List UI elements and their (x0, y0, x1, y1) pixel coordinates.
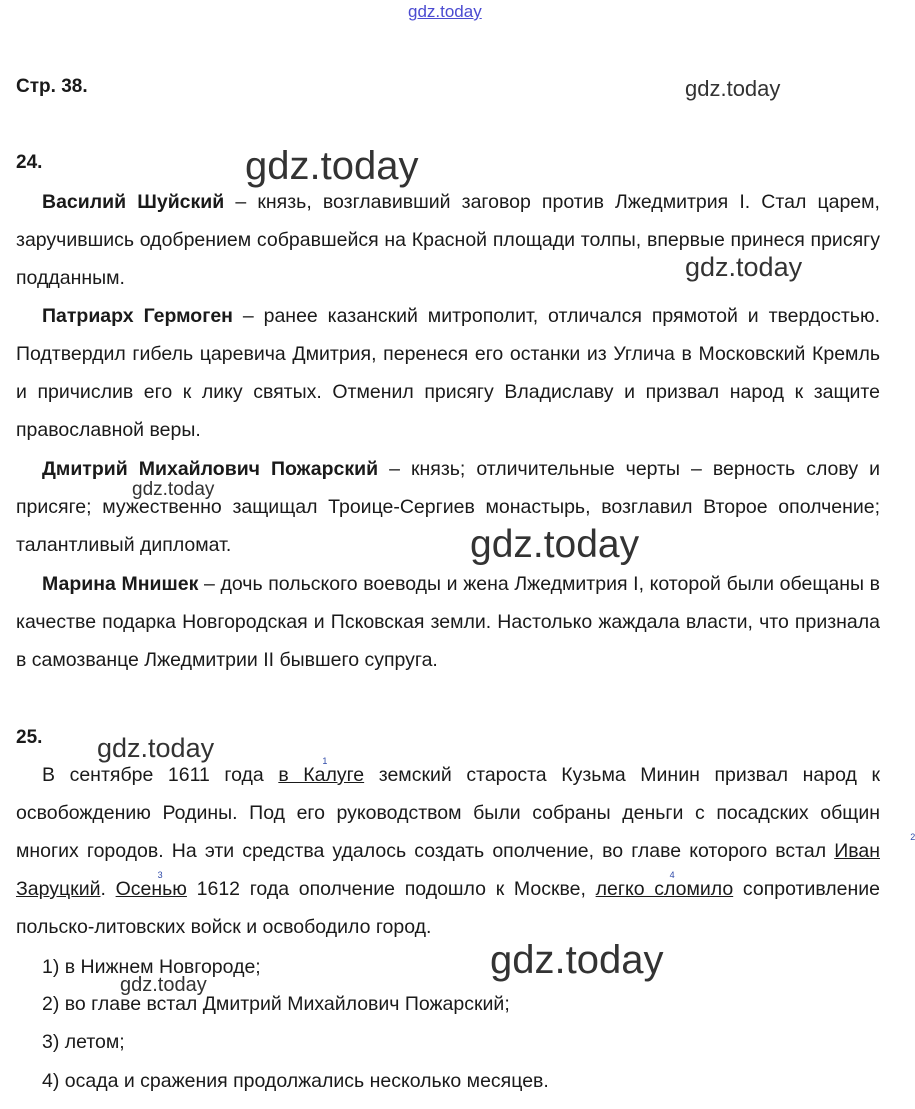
error-mark (278, 756, 365, 786)
error-mark (595, 870, 734, 900)
definition: – ранее казанский митрополит, отличался прямотой и твердостью. Подтвердил гибель царевича Дмитрия, перенеся его останки из Углича в Московский Кремль и причислив его к лику святых. Отменил присягу Владиславу и призвал народ к защите православной веры. (16, 305, 880, 441)
watermark: gdz.today (97, 733, 215, 763)
error-mark (115, 870, 187, 900)
text: 1612 года ополчение подошло к Москве, (186, 878, 596, 900)
watermark: gdz.today (120, 974, 207, 996)
watermark: gdz.today (470, 523, 640, 566)
task-number-25: 25. (16, 727, 43, 748)
answer-item: 4) осада и сражения продолжались несколько месяцев. (42, 1070, 549, 1092)
task24-item (16, 565, 880, 679)
definition: – князь; отличительные черты – верность слову и присяге; мужественно защищал Троице-Сергиев монастырь, возглавил Второе ополчение; талантливый дипломат. (16, 458, 880, 556)
text: . (100, 878, 116, 900)
term: Дмитрий Михайлович Пожарский (42, 458, 379, 480)
page-label: Стр. 38. (16, 76, 88, 97)
term: Василий Шуйский (42, 191, 225, 213)
watermark: gdz.today (245, 144, 419, 188)
watermark: gdz.today (132, 479, 215, 500)
error-text: Осенью (115, 878, 187, 900)
error-index: 1 (322, 756, 328, 766)
error-index: 4 (669, 870, 675, 880)
answer-item: 2) во главе встал Дмитрий Михайлович Пожарский; (42, 993, 510, 1015)
answer-item: 1) в Нижнем Новгороде; (42, 956, 261, 978)
definition: – дочь польского воеводы и жена Лжедмитрия I, которой были обещаны в качестве подарка Новгородская и Псковская земли. Настолько жаждала власти, что признала в самозванце Лжедмитрии II бывшего супруга. (16, 573, 880, 671)
text: земский староста Кузьма Минин призвал народ к освобождению Родины. Под его руководством были собраны деньги с посадских общин многих городов. На эти средства удалось создать ополчение, во главе которого встал (16, 764, 880, 862)
watermark: gdz.today (685, 76, 781, 101)
term: Марина Мнишек (42, 573, 199, 595)
watermark-link[interactable]: gdz.today (408, 2, 482, 21)
watermark: gdz.today (490, 938, 664, 982)
task-number-24: 24. (16, 152, 43, 173)
text: сопротивление польско-литовских войск и освободило город. (16, 878, 880, 938)
definition: – князь, возглавивший заговор против Лжедмитрия I. Стал царем, заручившись одобрением собравшейся на Красной площади толпы, впервые принеся присягу подданным. (16, 191, 880, 289)
answer-item: 3) летом; (42, 1031, 125, 1053)
error-index: 2 (910, 832, 915, 842)
watermark: gdz.today (685, 252, 803, 282)
text: В сентябре 1611 года (42, 764, 279, 786)
error-index: 3 (157, 870, 163, 880)
error-text: в Калуге (278, 764, 365, 786)
term: Патриарх Гермоген (42, 305, 233, 327)
task25-text (16, 756, 915, 946)
error-text: легко сломило (595, 878, 734, 900)
error-text: Иван Заруцкий (16, 840, 880, 900)
task24-item (16, 450, 880, 564)
task24-item (16, 297, 880, 449)
